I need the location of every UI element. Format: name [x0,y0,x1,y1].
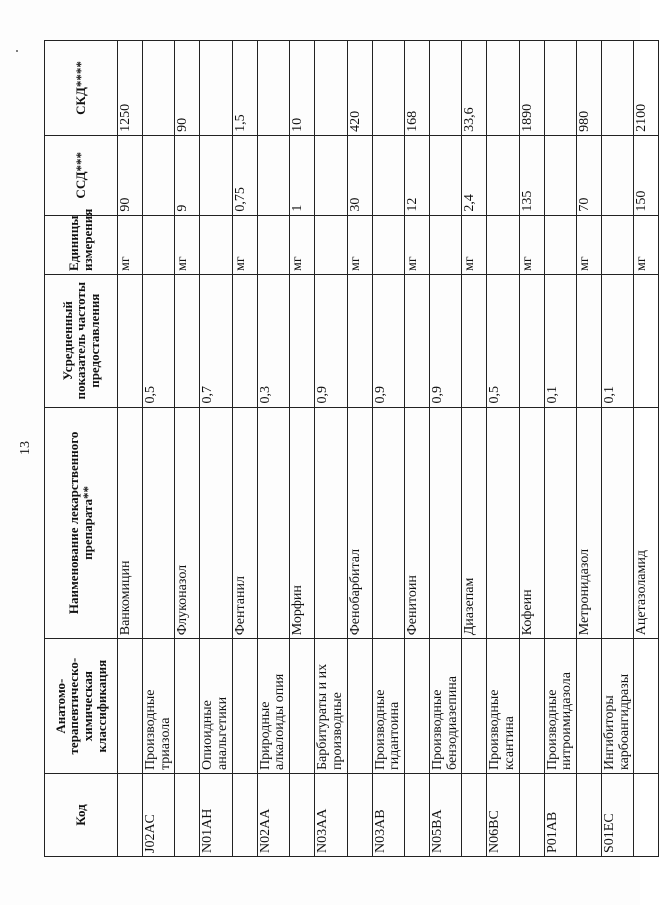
table-row [290,41,315,857]
ssd-cell: 9 [175,135,200,215]
atc-class-cell [175,639,200,774]
atc-class-cell: Ингибиторы карбоангидразы [602,639,634,774]
drug-name-cell: Метронидазол [577,407,602,639]
skd-cell [200,41,232,136]
atc-class-cell [347,639,372,774]
atc-class-cell [404,639,429,774]
table-row [372,41,404,857]
drug-name-cell: Фентанил [232,407,257,639]
code-cell [404,774,429,857]
atc-class-cell [232,639,257,774]
skd-cell [429,41,461,136]
skd-cell: 1,5 [232,41,257,136]
skd-cell: 2100 [634,41,659,136]
ssd-cell: 135 [519,135,544,215]
atc-class-cell: Производные нитроимидазола [544,639,576,774]
skd-cell: 90 [175,41,200,136]
skd-cell: 1250 [118,41,143,136]
ssd-cell [487,135,519,215]
table-header-row [45,41,118,857]
unit-cell [257,215,289,274]
code-cell: P01AB [544,774,576,857]
table-row [118,41,143,857]
ssd-cell [372,135,404,215]
code-cell [232,774,257,857]
drug-name-cell [544,407,576,639]
ssd-cell: 0,75 [232,135,257,215]
frequency-cell: 0,1 [544,274,576,407]
ssd-cell: 12 [404,135,429,215]
ssd-cell: 30 [347,135,372,215]
table-row [232,41,257,857]
unit-cell: мг [118,215,143,274]
table-row [315,41,347,857]
frequency-cell [404,274,429,407]
table-row [602,41,634,857]
unit-cell: мг [347,215,372,274]
frequency-cell [519,274,544,407]
atc-class-cell: Производные бензодиазепина [429,639,461,774]
drug-name-cell: Ацетазоламид [634,407,659,639]
code-cell: N05BA [429,774,461,857]
unit-cell [315,215,347,274]
ssd-cell [200,135,232,215]
drug-name-cell [429,407,461,639]
table-row [634,41,659,857]
frequency-cell: 0,5 [487,274,519,407]
atc-class-cell [519,639,544,774]
drug-name-cell [257,407,289,639]
unit-cell: мг [577,215,602,274]
table-row [429,41,461,857]
frequency-cell: 0,3 [257,274,289,407]
drug-name-cell [487,407,519,639]
drug-name-cell [143,407,175,639]
ssd-cell [602,135,634,215]
unit-cell [143,215,175,274]
rotated-table-area [44,40,650,857]
drug-name-cell: Фенитоин [404,407,429,639]
table-row [462,41,487,857]
code-cell: N03AA [315,774,347,857]
page-number: 13 [18,441,33,455]
unit-cell: мг [519,215,544,274]
drug-name-cell: Диазепам [462,407,487,639]
code-cell: N03AB [372,774,404,857]
frequency-cell [577,274,602,407]
atc-class-cell: Производные триазола [143,639,175,774]
unit-cell [200,215,232,274]
table-row [257,41,289,857]
unit-cell: мг [462,215,487,274]
ssd-cell [143,135,175,215]
frequency-cell: 0,9 [372,274,404,407]
code-cell: N01AH [200,774,232,857]
ssd-cell [544,135,576,215]
unit-cell: мг [290,215,315,274]
frequency-cell [462,274,487,407]
skd-cell: 168 [404,41,429,136]
ssd-cell [429,135,461,215]
code-cell [175,774,200,857]
skd-cell [487,41,519,136]
drug-name-cell: Кофеин [519,407,544,639]
ssd-cell: 1 [290,135,315,215]
header-skd: СКД**** [45,41,118,136]
drug-name-cell: Флуконазол [175,407,200,639]
atc-class-cell: Опиоидные анальгетики [200,639,232,774]
drug-name-cell: Морфин [290,407,315,639]
code-cell: S01EC [602,774,634,857]
code-cell [577,774,602,857]
skd-cell: 1890 [519,41,544,136]
frequency-cell: 0,7 [200,274,232,407]
table-row [200,41,232,857]
frequency-cell [175,274,200,407]
frequency-cell [118,274,143,407]
ssd-cell: 150 [634,135,659,215]
drug-name-cell [315,407,347,639]
ssd-cell: 70 [577,135,602,215]
table-row [347,41,372,857]
atc-class-cell [634,639,659,774]
frequency-cell [232,274,257,407]
drug-table [44,40,659,857]
frequency-cell [347,274,372,407]
code-cell [634,774,659,857]
frequency-cell [290,274,315,407]
atc-class-cell: Производные гидантоина [372,639,404,774]
header-unit: Единицы измерения [45,215,118,274]
frequency-cell: 0,9 [315,274,347,407]
atc-class-cell: Барбитураты и их производные [315,639,347,774]
header-frequency: Усредненный показатель частоты предоставления [45,274,118,407]
table-row [487,41,519,857]
code-cell: N02AA [257,774,289,857]
table-body [118,41,659,857]
code-cell [347,774,372,857]
frequency-cell: 0,1 [602,274,634,407]
ssd-cell: 2,4 [462,135,487,215]
atc-class-cell [118,639,143,774]
table-row [519,41,544,857]
skd-cell [143,41,175,136]
skd-cell [315,41,347,136]
code-cell [290,774,315,857]
skd-cell [372,41,404,136]
table-row [544,41,576,857]
atc-class-cell [290,639,315,774]
unit-cell [602,215,634,274]
unit-cell: мг [175,215,200,274]
unit-cell: мг [634,215,659,274]
table-row [143,41,175,857]
header-drug-name: Наименование лекарственного препарата** [45,407,118,639]
drug-name-cell: Ванкомицин [118,407,143,639]
code-cell: N06BC [487,774,519,857]
header-atc-class: Анатомо-терапевтическо-химическая классификация [45,639,118,774]
ssd-cell [257,135,289,215]
atc-class-cell [577,639,602,774]
code-cell [462,774,487,857]
frequency-cell: 0,9 [429,274,461,407]
skd-cell [602,41,634,136]
unit-cell: мг [232,215,257,274]
skd-cell: 980 [577,41,602,136]
drug-name-cell [602,407,634,639]
drug-name-cell [200,407,232,639]
scan-speck [16,50,18,52]
skd-cell [544,41,576,136]
atc-class-cell: Производные ксантина [487,639,519,774]
skd-cell: 10 [290,41,315,136]
skd-cell: 33,6 [462,41,487,136]
drug-name-cell: Фенобарбитал [347,407,372,639]
header-ssd: ССД*** [45,135,118,215]
unit-cell [372,215,404,274]
unit-cell [544,215,576,274]
table-row [577,41,602,857]
atc-class-cell: Природные алкалоиды опия [257,639,289,774]
code-cell [118,774,143,857]
ssd-cell [315,135,347,215]
skd-cell: 420 [347,41,372,136]
unit-cell: мг [404,215,429,274]
table-row [404,41,429,857]
frequency-cell: 0,5 [143,274,175,407]
table-row [175,41,200,857]
drug-name-cell [372,407,404,639]
code-cell [519,774,544,857]
header-code: Код [45,774,118,857]
ssd-cell: 90 [118,135,143,215]
unit-cell [429,215,461,274]
atc-class-cell [462,639,487,774]
skd-cell [257,41,289,136]
unit-cell [487,215,519,274]
code-cell: J02AC [143,774,175,857]
frequency-cell [634,274,659,407]
